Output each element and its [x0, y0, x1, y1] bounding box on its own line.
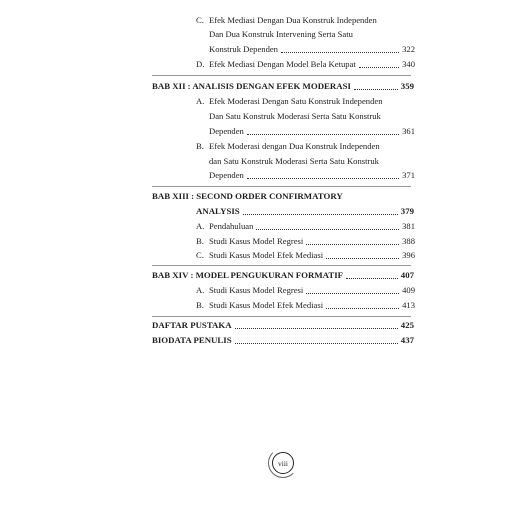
toc-chapter — [152, 335, 414, 346]
page-number-badge — [272, 452, 294, 474]
toc-chapter — [152, 81, 414, 92]
toc-chapter — [152, 191, 343, 202]
toc-text: Studi Kasus Model Regresi — [209, 285, 304, 295]
toc-page-number: 396 — [402, 250, 415, 260]
toc-entry — [209, 126, 415, 137]
toc-chapter — [152, 320, 414, 331]
toc-entry — [209, 111, 381, 122]
dot-leader — [326, 308, 399, 309]
dot-leader — [326, 258, 399, 259]
toc-marker: A. — [196, 96, 205, 106]
section-divider — [152, 186, 411, 187]
toc-entry — [209, 29, 353, 40]
toc-entry — [196, 15, 377, 26]
toc-marker: C. — [196, 15, 204, 25]
toc-entry — [196, 96, 383, 107]
toc-text: Dependen — [209, 126, 244, 136]
toc-text: Studi Kasus Model Regresi — [209, 236, 304, 246]
toc-text: BAB XII : ANALISIS DENGAN EFEK MODERASI — [152, 81, 351, 91]
toc-entry — [196, 59, 415, 70]
toc-text: Konstruk Dependen — [209, 44, 278, 54]
toc-page-number: 322 — [402, 44, 415, 54]
toc-page-number: 379 — [400, 206, 414, 216]
toc-marker: B. — [196, 141, 204, 151]
toc-text: BAB XIV : MODEL PENGUKURAN FORMATIF — [152, 270, 344, 280]
toc-entry — [196, 141, 380, 152]
section-divider — [152, 265, 411, 266]
toc-page-number: 340 — [402, 59, 415, 69]
dot-leader — [247, 134, 399, 135]
dot-leader — [235, 328, 398, 329]
toc-page-number: 437 — [400, 335, 414, 345]
toc-marker: D. — [196, 59, 205, 69]
toc-page-number: 407 — [400, 270, 414, 280]
toc-entry — [196, 300, 415, 311]
dot-leader — [235, 343, 398, 344]
dot-leader — [346, 278, 398, 279]
toc-text: Studi Kasus Model Efek Mediasi — [209, 300, 324, 310]
toc-text: Dan Dua Konstruk Intervening Serta Satu — [209, 29, 353, 39]
toc-text: Dan Satu Konstruk Moderasi Serta Satu Konstruk — [209, 111, 381, 121]
dot-leader — [306, 244, 399, 245]
toc-entry — [209, 156, 379, 167]
toc-page-number: 425 — [400, 320, 414, 330]
toc-entry — [196, 250, 415, 261]
toc-entry — [196, 285, 415, 296]
toc-text: ANALYSIS — [196, 206, 240, 216]
toc-page-number: 381 — [402, 221, 415, 231]
toc-text: BAB XIII : SECOND ORDER CONFIRMATORY — [152, 191, 343, 201]
toc-text: Dependen — [209, 170, 244, 180]
toc-marker: B. — [196, 300, 204, 310]
toc-marker: B. — [196, 236, 204, 246]
dot-leader — [354, 89, 398, 90]
toc-entry — [196, 236, 415, 247]
dot-leader — [247, 178, 399, 179]
toc-text: BIODATA PENULIS — [152, 335, 232, 345]
toc-marker: A. — [196, 221, 205, 231]
toc-text: Studi Kasus Model Efek Mediasi — [209, 250, 324, 260]
toc-text: Efek Moderasi dengan Dua Konstruk Independen — [209, 141, 380, 151]
toc-page-number: 371 — [402, 170, 415, 180]
section-divider — [152, 316, 411, 317]
dot-leader — [243, 214, 398, 215]
toc-page-number: 359 — [400, 81, 414, 91]
toc-marker: C. — [196, 250, 204, 260]
toc-chapter — [152, 270, 414, 281]
toc-entry — [196, 221, 415, 232]
dot-leader — [256, 229, 399, 230]
dot-leader — [281, 52, 399, 53]
toc-page-number: 409 — [402, 285, 415, 295]
page-number: viii — [277, 458, 288, 468]
dot-leader — [359, 67, 399, 68]
toc-text: Pendahuluan — [209, 221, 254, 231]
toc-page-number: 413 — [402, 300, 415, 310]
toc-text: Efek Moderasi Dengan Satu Konstruk Independen — [209, 96, 383, 106]
toc-entry — [209, 44, 415, 55]
toc-page-number: 361 — [402, 126, 415, 136]
toc-text: Efek Mediasi Dengan Dua Konstruk Independen — [209, 15, 377, 25]
toc-chapter — [196, 206, 414, 217]
toc-marker: A. — [196, 285, 205, 295]
dot-leader — [306, 293, 399, 294]
section-divider — [152, 75, 411, 76]
toc-text: DAFTAR PUSTAKA — [152, 320, 232, 330]
toc-entry — [209, 170, 415, 181]
toc-text: dan Satu Konstruk Moderasi Serta Satu Konstruk — [209, 156, 379, 166]
toc-page-number: 388 — [402, 236, 415, 246]
toc-text: Efek Mediasi Dengan Model Bela Ketupat — [209, 59, 356, 69]
